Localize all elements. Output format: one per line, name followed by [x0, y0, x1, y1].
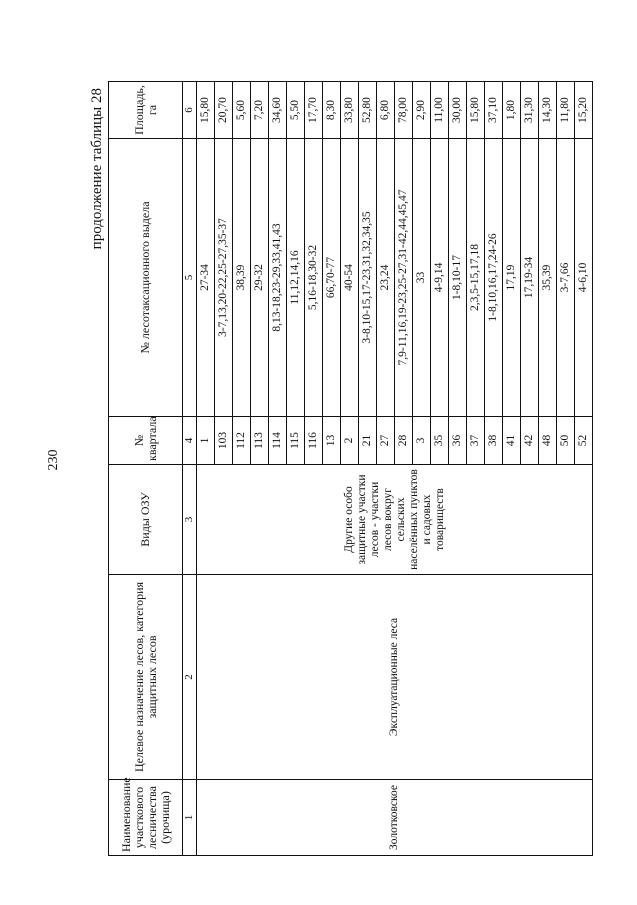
- kvartal-cell: 41: [503, 417, 521, 465]
- area-cell: 33,80: [341, 82, 359, 139]
- kvartal-cell: 28: [395, 417, 413, 465]
- area-cell: 11,80: [557, 82, 575, 139]
- kvartal-cell: 113: [251, 417, 269, 465]
- kvartal-cell: 114: [269, 417, 287, 465]
- table-body: [197, 82, 593, 856]
- vydel-cell: 27-34: [197, 139, 215, 417]
- kvartal-cell: 36: [449, 417, 467, 465]
- vydel-cell: 3-7,66: [557, 139, 575, 417]
- area-cell: 52,80: [359, 82, 377, 139]
- area-cell: 78,00: [395, 82, 413, 139]
- vydel-cell: 17,19-34: [521, 139, 539, 417]
- ozu-type-cell: [197, 465, 593, 575]
- vydel-cell: 1-8,10-17: [449, 139, 467, 417]
- area-cell: 11,00: [431, 82, 449, 139]
- purpose-cell: Эксплуатационные леса: [197, 575, 593, 780]
- rotated-page-content: [86, 82, 589, 856]
- kvartal-cell: 38: [485, 417, 503, 465]
- kvartal-cell: 3: [413, 417, 431, 465]
- area-cell: 5,60: [233, 82, 251, 139]
- vydel-cell: 35,39: [539, 139, 557, 417]
- kvartal-cell: 116: [305, 417, 323, 465]
- vydel-cell: 5,16-18,30-32: [305, 139, 323, 417]
- area-cell: 8,30: [323, 82, 341, 139]
- area-cell: 6,80: [377, 82, 395, 139]
- area-cell: 31,30: [521, 82, 539, 139]
- page-number: 230: [46, 449, 61, 471]
- kvartal-cell: 2: [341, 417, 359, 465]
- kvartal-cell: 37: [467, 417, 485, 465]
- vydel-cell: 33: [413, 139, 431, 417]
- header-ozu: Виды ОЗУ: [109, 465, 183, 575]
- header-purpose: Целевое назначение лесов, категория защитных лесов: [109, 575, 183, 780]
- vydel-cell: 11,12,14,16: [287, 139, 305, 417]
- col-index: 4: [183, 417, 197, 465]
- vydel-cell: 40-54: [341, 139, 359, 417]
- area-cell: 5,50: [287, 82, 305, 139]
- vydel-cell: 7,9-11,16,19-23,25-27,31-42,44,45,47: [395, 139, 413, 417]
- vydel-cell: 66,70-77: [323, 139, 341, 417]
- vydel-cell: 4-9,14: [431, 139, 449, 417]
- vydel-cell: 4-6,10: [575, 139, 593, 417]
- vydel-cell: 3-7,13,20-22,25-27,35-37: [215, 139, 233, 417]
- area-cell: 15,20: [575, 82, 593, 139]
- vydel-cell: 29-32: [251, 139, 269, 417]
- forest-table: [108, 81, 593, 856]
- kvartal-cell: 50: [557, 417, 575, 465]
- kvartal-cell: 48: [539, 417, 557, 465]
- area-cell: 30,00: [449, 82, 467, 139]
- kvartal-cell: 52: [575, 417, 593, 465]
- vydel-cell: 2,3,5-15,17,18: [467, 139, 485, 417]
- area-cell: 2,90: [413, 82, 431, 139]
- kvartal-cell: 21: [359, 417, 377, 465]
- area-cell: 37,10: [485, 82, 503, 139]
- vydel-cell: 17,19: [503, 139, 521, 417]
- kvartal-cell: 112: [233, 417, 251, 465]
- area-cell: 20,70: [215, 82, 233, 139]
- area-cell: 15,80: [467, 82, 485, 139]
- forestry-cell: Золотковское: [197, 780, 593, 856]
- area-cell: 17,70: [305, 82, 323, 139]
- vydel-cell: 1-8,10,16,17,24-26: [485, 139, 503, 417]
- kvartal-cell: 42: [521, 417, 539, 465]
- ozu-type-text: Другие особо защитные участки лесов - участки лесов вокруг сельских населённых пунктов и садовых товариществ: [342, 469, 446, 570]
- area-cell: 1,80: [503, 82, 521, 139]
- kvartal-cell: 13: [323, 417, 341, 465]
- vydel-cell: 8,13-18,23-29,33,41,43: [269, 139, 287, 417]
- col-index: 6: [183, 82, 197, 139]
- kvartal-cell: 103: [215, 417, 233, 465]
- header-kvartal: № квартала: [109, 417, 183, 465]
- kvartal-cell: 35: [431, 417, 449, 465]
- vydel-cell: 38,39: [233, 139, 251, 417]
- kvartal-cell: 115: [287, 417, 305, 465]
- vydel-cell: 23,24: [377, 139, 395, 417]
- area-cell: 34,60: [269, 82, 287, 139]
- header-area: Площадь, га: [109, 82, 183, 139]
- header-forestry: Наименование участкового лесничества (урочища): [109, 780, 183, 856]
- col-index: 1: [183, 780, 197, 856]
- table-caption: продолжение таблицы 28: [89, 88, 105, 250]
- vydel-cell: 3-8,10-15,17-23,31,32,34,35: [359, 139, 377, 417]
- header-vydel: № лесотаксационного выдела: [109, 139, 183, 417]
- area-cell: 15,80: [197, 82, 215, 139]
- area-cell: 14,30: [539, 82, 557, 139]
- col-index: 3: [183, 465, 197, 575]
- col-index: 5: [183, 139, 197, 417]
- col-index: 2: [183, 575, 197, 780]
- kvartal-cell: 27: [377, 417, 395, 465]
- area-cell: 7,20: [251, 82, 269, 139]
- kvartal-cell: 1: [197, 417, 215, 465]
